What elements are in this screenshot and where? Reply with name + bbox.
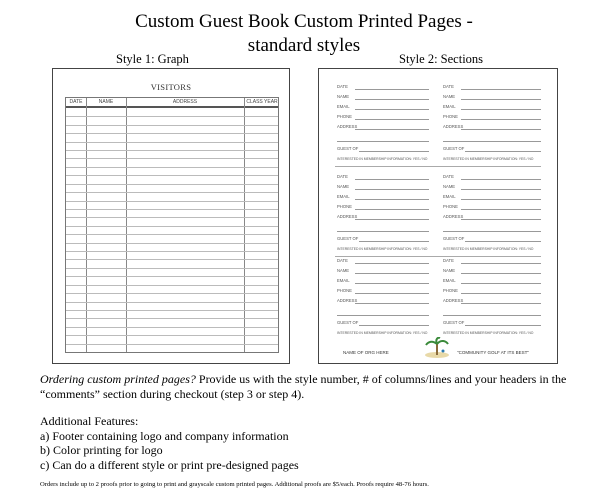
table-row-line — [66, 184, 278, 185]
column-header-name: NAME — [98, 99, 114, 105]
form-field — [337, 266, 429, 275]
form-field-line — [355, 273, 429, 274]
form-field — [337, 112, 429, 121]
form-field-line — [355, 293, 429, 294]
ordering-instructions — [40, 372, 580, 401]
form-field-label: DATE — [337, 258, 348, 263]
form-field — [337, 192, 429, 201]
fine-print: Orders include up to 2 proofs prior to going to print and grayscale custom printed pages. Additional proofs are $5/each. Proofs require 48-76 hours. — [40, 481, 429, 488]
form-field-line — [461, 109, 541, 110]
form-field-label: NAME — [337, 268, 350, 273]
table-row-line — [66, 175, 278, 176]
form-field-line — [461, 119, 541, 120]
form-field-line — [461, 293, 541, 294]
table-row-line — [66, 327, 278, 328]
form-field-line — [337, 315, 429, 316]
footer-org-name: NAME OF ORG HERE — [343, 350, 389, 355]
form-field — [337, 318, 429, 327]
form-field-label: PHONE — [443, 114, 458, 119]
form-field-label: NAME — [443, 184, 456, 189]
table-row-line — [66, 125, 278, 126]
style-1-label: Style 1: Graph — [116, 52, 189, 66]
form-field — [443, 172, 541, 181]
visitors-table — [65, 97, 279, 353]
form-field-label: ADDRESS — [337, 124, 358, 129]
form-field — [337, 256, 429, 265]
form-field-line — [461, 89, 541, 90]
form-field-label: GUEST OF — [337, 146, 359, 151]
form-field — [337, 182, 429, 191]
title-line-1: Custom Guest Book Custom Printed Pages - — [135, 11, 473, 32]
form-field-label: EMAIL — [443, 104, 456, 109]
form-field-label: DATE — [337, 174, 348, 179]
visitors-heading: VISITORS — [150, 82, 192, 92]
form-field-line — [461, 179, 541, 180]
form-field — [443, 276, 541, 285]
form-field — [443, 82, 541, 91]
form-field-line — [355, 89, 429, 90]
form-field-label: PHONE — [443, 288, 458, 293]
table-row-line — [66, 276, 278, 277]
page-title — [0, 10, 608, 58]
form-field — [443, 296, 541, 305]
membership-interest-text: INTERESTED IN MEMBERSHIP INFORMATION: YES / NO — [337, 157, 428, 161]
feature-item: a) Footer containing logo and company information — [40, 428, 289, 443]
form-field-line — [355, 199, 429, 200]
form-field-label: ADDRESS — [443, 214, 464, 219]
form-field-line — [355, 303, 429, 304]
form-field — [337, 122, 429, 131]
form-field-label: ADDRESS — [337, 298, 358, 303]
table-row-line — [66, 293, 278, 294]
membership-interest-text: INTERESTED IN MEMBERSHIP INFORMATION: YES / NO — [443, 331, 534, 335]
form-field-label: EMAIL — [443, 194, 456, 199]
form-field-label: NAME — [337, 94, 350, 99]
table-row-line — [66, 142, 278, 143]
form-field-line — [461, 209, 541, 210]
form-field-line — [443, 231, 541, 232]
table-row-line — [66, 234, 278, 235]
form-field-label: NAME — [443, 268, 456, 273]
form-field-label: GUEST OF — [337, 320, 359, 325]
form-field — [443, 224, 541, 233]
form-field — [443, 266, 541, 275]
feature-item: c) Can do a different style or print pre-designed pages — [40, 457, 299, 472]
form-field-label: NAME — [337, 184, 350, 189]
form-field-line — [359, 151, 429, 152]
form-field-line — [337, 141, 429, 142]
form-field-label: ADDRESS — [443, 124, 464, 129]
membership-interest — [337, 244, 437, 253]
table-row-line — [66, 192, 278, 193]
form-field-line — [461, 273, 541, 274]
form-field — [337, 276, 429, 285]
visitors-table-header — [66, 98, 278, 108]
form-field-label: EMAIL — [337, 194, 350, 199]
table-row-line — [66, 285, 278, 286]
ordering-lead: Ordering custom printed pages? — [40, 372, 196, 386]
form-field-line — [461, 283, 541, 284]
form-field — [337, 134, 429, 143]
form-field — [337, 212, 429, 221]
form-field-line — [337, 231, 429, 232]
form-field-line — [355, 219, 429, 220]
table-row-line — [66, 259, 278, 260]
form-field-label: DATE — [443, 258, 454, 263]
form-field-line — [461, 219, 541, 220]
form-field-line — [443, 141, 541, 142]
form-field-line — [355, 119, 429, 120]
column-header-class-year: CLASS YEAR — [246, 99, 278, 105]
table-row-line — [66, 344, 278, 345]
section-divider — [335, 166, 541, 167]
form-field-line — [355, 189, 429, 190]
ordering-details: Provide us with the style number, # of columns/lines and your headers in the “comments” section during checkout (step 3 or step 4). — [40, 372, 567, 401]
membership-interest — [337, 328, 437, 337]
form-field — [443, 318, 541, 327]
form-field — [443, 92, 541, 101]
form-field — [337, 234, 429, 243]
title-line-2: standard styles — [247, 35, 361, 56]
form-field — [443, 308, 541, 317]
table-row-line — [66, 318, 278, 319]
form-field-label: PHONE — [337, 288, 352, 293]
footer-slogan: "COMMUNITY GOLF AT ITS BEST" — [457, 350, 529, 355]
form-field-label: EMAIL — [337, 278, 350, 283]
form-field — [337, 224, 429, 233]
form-field-label: DATE — [337, 84, 348, 89]
form-field-label: EMAIL — [337, 104, 350, 109]
graph-style-page — [52, 68, 290, 364]
form-field — [443, 144, 541, 153]
form-field — [443, 212, 541, 221]
form-field-label: GUEST OF — [443, 320, 465, 325]
form-field-line — [461, 189, 541, 190]
form-field-label: GUEST OF — [443, 146, 465, 151]
form-field — [443, 192, 541, 201]
form-field-line — [355, 209, 429, 210]
form-field-line — [465, 241, 541, 242]
table-row-line — [66, 217, 278, 218]
form-field-label: PHONE — [443, 204, 458, 209]
membership-interest-text: INTERESTED IN MEMBERSHIP INFORMATION: YES / NO — [443, 247, 534, 251]
form-field-label: NAME — [443, 94, 456, 99]
table-row-line — [66, 335, 278, 336]
form-field-line — [465, 151, 541, 152]
membership-interest-text: INTERESTED IN MEMBERSHIP INFORMATION: YES / NO — [337, 331, 428, 335]
form-field-label: ADDRESS — [443, 298, 464, 303]
column-header-address: ADDRESS — [172, 99, 198, 105]
form-field — [337, 82, 429, 91]
form-field — [337, 202, 429, 211]
form-field-line — [461, 263, 541, 264]
form-field — [337, 172, 429, 181]
feature-item: b) Color printing for logo — [40, 443, 163, 457]
form-field-label: PHONE — [337, 204, 352, 209]
membership-interest — [443, 244, 543, 253]
form-field-line — [461, 199, 541, 200]
table-row-line — [66, 310, 278, 311]
form-field — [443, 202, 541, 211]
table-row-line — [66, 268, 278, 269]
form-field-line — [355, 109, 429, 110]
form-field-line — [359, 241, 429, 242]
table-row-line — [66, 226, 278, 227]
form-field — [443, 256, 541, 265]
form-field-line — [355, 99, 429, 100]
form-field — [337, 286, 429, 295]
form-field-line — [461, 303, 541, 304]
style-2-label: Style 2: Sections — [399, 52, 484, 66]
table-row-line — [66, 116, 278, 117]
form-field — [443, 102, 541, 111]
table-row-line — [66, 201, 278, 202]
form-field — [337, 92, 429, 101]
form-field-line — [355, 129, 429, 130]
form-field — [443, 112, 541, 121]
form-field — [443, 122, 541, 131]
form-field — [337, 144, 429, 153]
table-row-line — [66, 209, 278, 210]
membership-interest — [443, 154, 543, 163]
table-row-line — [66, 251, 278, 252]
membership-interest-text: INTERESTED IN MEMBERSHIP INFORMATION: YES / NO — [443, 157, 534, 161]
table-row-line — [66, 150, 278, 151]
form-field — [443, 134, 541, 143]
form-field — [337, 296, 429, 305]
membership-interest — [337, 154, 437, 163]
membership-interest-text: INTERESTED IN MEMBERSHIP INFORMATION: YES / NO — [337, 247, 428, 251]
form-field — [443, 234, 541, 243]
table-row-line — [66, 243, 278, 244]
sections-style-page — [318, 68, 558, 364]
form-field-line — [355, 283, 429, 284]
table-row-line — [66, 133, 278, 134]
table-row-line — [66, 302, 278, 303]
form-field-line — [461, 99, 541, 100]
additional-features — [40, 414, 580, 472]
form-field-label: GUEST OF — [443, 236, 465, 241]
form-field-line — [355, 179, 429, 180]
table-row-line — [66, 158, 278, 159]
form-field-label: EMAIL — [443, 278, 456, 283]
form-field-line — [443, 315, 541, 316]
additional-features-heading: Additional Features: — [40, 414, 139, 428]
form-field — [443, 182, 541, 191]
form-field-label: DATE — [443, 174, 454, 179]
form-field-label: GUEST OF — [337, 236, 359, 241]
palm-tree-logo — [423, 337, 451, 359]
form-field — [337, 102, 429, 111]
column-header-date: DATE — [69, 99, 83, 105]
form-field-label: DATE — [443, 84, 454, 89]
form-field-line — [355, 263, 429, 264]
table-row-line — [66, 167, 278, 168]
form-field — [337, 308, 429, 317]
form-field-line — [465, 325, 541, 326]
form-field-label: PHONE — [337, 114, 352, 119]
form-field-label: ADDRESS — [337, 214, 358, 219]
membership-interest — [443, 328, 543, 337]
form-field — [443, 286, 541, 295]
form-field-line — [461, 129, 541, 130]
form-field-line — [359, 325, 429, 326]
